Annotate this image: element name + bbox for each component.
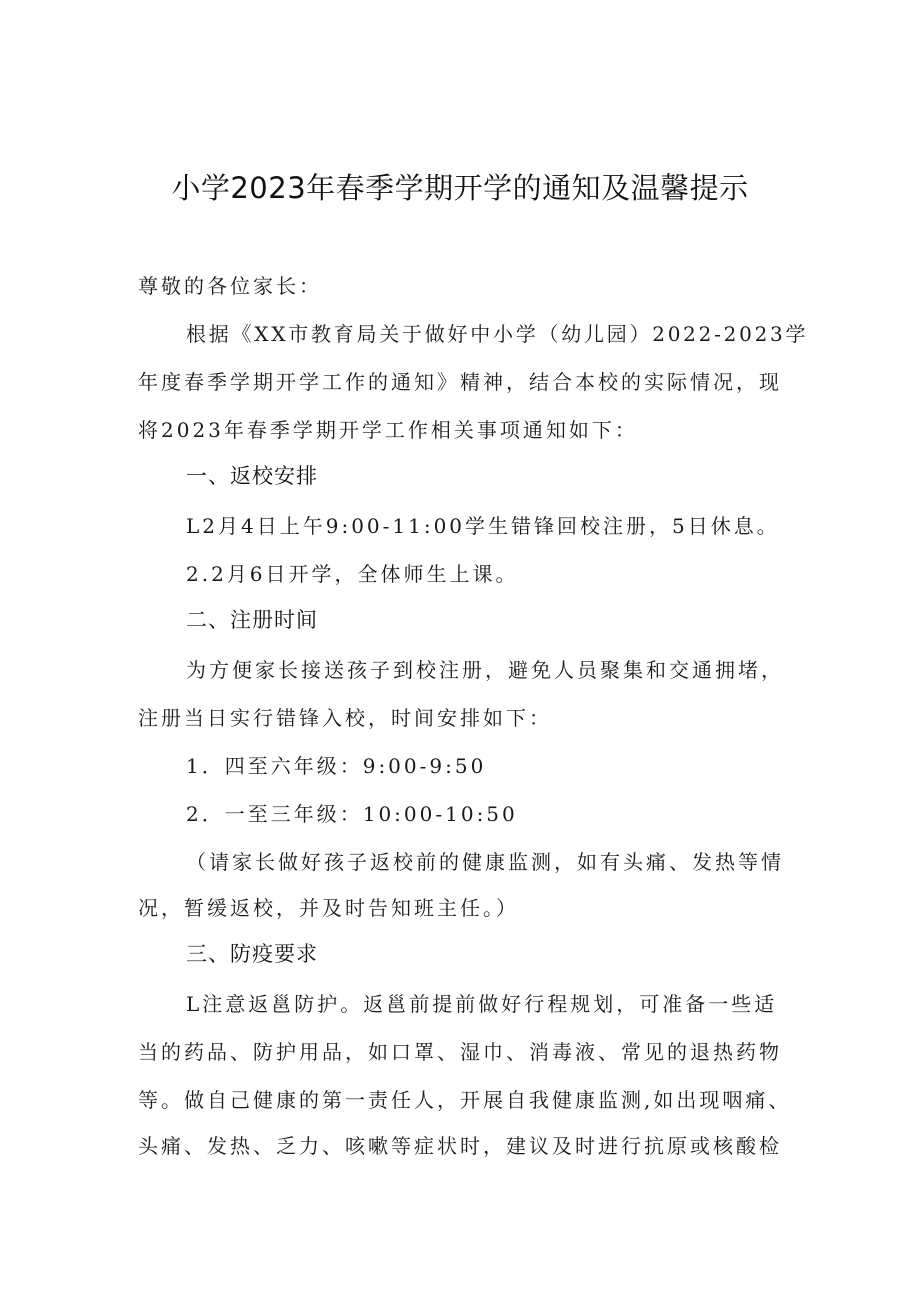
section-3-line-3: 等。做自己健康的第一责任人，开展自我健康监测,如出现咽痛、 (138, 1088, 792, 1112)
section-heading-registration: 二、注册时间 (186, 608, 318, 632)
section-heading-prevention: 三、防疫要求 (186, 942, 318, 966)
section-1-line-2: 2.2月6日开学，全体师生上课。 (186, 562, 519, 586)
intro-line-2: 年度春季学期开学工作的通知》精神，结合本校的实际情况，现 (138, 370, 782, 394)
section-3-line-2: 当的药品、防护用品，如口罩、湿巾、消毒液、常见的退热药物 (138, 1040, 782, 1064)
salutation: 尊敬的各位家长： (138, 274, 322, 298)
section-2-line-6: 况，暂缓返校，并及时告知班主任。） (138, 896, 519, 920)
section-2-line-4: 2．一至三年级：10:00-10:50 (186, 802, 518, 826)
section-1-line-1: L2月4日上午9:00-11:00学生错锋回校注册，5日休息。 (186, 514, 780, 538)
section-2-line-3: 1．四至六年级：9:00-9:50 (186, 754, 487, 778)
document-title: 小学2023年春季学期开学的通知及温馨提示 (171, 171, 749, 205)
section-heading-return: 一、返校安排 (186, 464, 318, 488)
section-2-line-5: （请家长做好孩子返校前的健康监测，如有头痛、发热等情 (186, 850, 784, 874)
section-3-line-1: L注意返邕防护。返邕前提前做好行程规划，可准备一些适 (186, 992, 778, 1016)
section-2-line-1: 为方便家长接送孩子到校注册，避免人员聚集和交通拥堵， (186, 658, 784, 682)
intro-line-1: 根据《XX市教育局关于做好中小学（幼儿园）2022-2023学 (186, 322, 809, 346)
section-3-line-4: 头痛、发热、乏力、咳嗽等症状时，建议及时进行抗原或核酸检 (138, 1134, 782, 1158)
intro-line-3: 将2023年春季学期开学工作相关事项通知如下： (138, 418, 638, 442)
section-2-line-2: 注册当日实行错锋入校，时间安排如下： (138, 706, 552, 730)
